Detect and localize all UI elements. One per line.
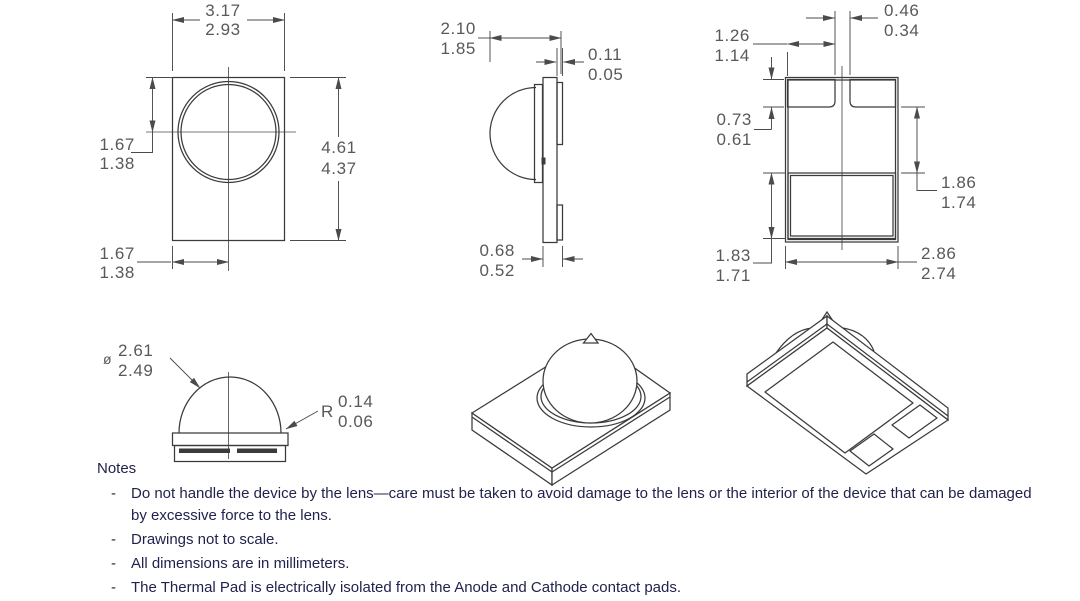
- dim-gap-lower: 0.34: [884, 21, 920, 40]
- note-text-handling: Do not handle the device by the lens—care must be taken to avoid damage to the lens or the interior of the device that can be damaged by excessive force to the lens.: [131, 485, 1032, 524]
- dim-body-width-lower: 2.74: [921, 264, 957, 283]
- cathode-pad: [788, 80, 836, 108]
- dim-substrate-upper: 0.68: [479, 241, 515, 260]
- dim-standoff-lower: 0.05: [588, 65, 624, 84]
- dim-pad-gap: [806, 1, 920, 75]
- dim-gap-upper: 0.46: [884, 1, 920, 20]
- dim-thermal-offset-lower: 1.74: [941, 193, 977, 212]
- note-bullet: -: [111, 579, 116, 597]
- dim-center-top-upper: 1.67: [99, 135, 135, 154]
- dim-height-upper: 4.61: [321, 138, 357, 157]
- bottom-pad-left-edge: [179, 449, 230, 454]
- bottom-view: [715, 1, 977, 285]
- front-view: [103, 341, 374, 462]
- diameter-symbol: ø: [103, 351, 112, 367]
- back-pad-upper: [557, 83, 563, 145]
- dim-top-height: [290, 78, 363, 241]
- dim-top-width-upper: 3.17: [205, 1, 241, 20]
- note-bullet: -: [111, 555, 116, 573]
- dim-pad-height-lower: 0.61: [716, 130, 752, 149]
- dim-top-width: [173, 1, 285, 71]
- note-bullet: -: [111, 530, 116, 548]
- lens-dome-front: [179, 377, 281, 433]
- dim-diameter-upper: 2.61: [118, 341, 154, 360]
- note-item: [97, 553, 1035, 574]
- body-notch: [542, 158, 546, 165]
- dim-pad-width-lower: 1.14: [714, 46, 750, 65]
- dim-pad-height-upper: 0.73: [716, 110, 752, 129]
- dim-radius-upper: 0.14: [338, 392, 374, 411]
- lens-gate-nub: [584, 334, 599, 344]
- lens-flange-front: [173, 433, 289, 446]
- lens-flange: [535, 85, 543, 183]
- dim-center-left-lower: 1.38: [99, 263, 135, 282]
- note-bullet: -: [111, 485, 116, 503]
- dim-body-width: [786, 244, 957, 283]
- iso-bottom-view: [747, 312, 948, 474]
- note-text-thermal-pad: The Thermal Pad is electrically isolated from the Anode and Cathode contact pads.: [131, 579, 682, 597]
- dim-center-top-lower: 1.38: [99, 154, 135, 173]
- dim-pad-width-upper: 1.26: [714, 26, 750, 45]
- back-pad-lower: [557, 205, 563, 240]
- dim-height-lower: 4.37: [321, 159, 357, 178]
- dim-substrate-lower: 0.52: [479, 261, 515, 280]
- dim-thermal-pad-height: [716, 173, 787, 285]
- dim-side-overall: [441, 19, 562, 74]
- dim-diameter-lower: 2.49: [118, 361, 154, 380]
- bottom-pad-right-edge: [237, 449, 277, 454]
- dim-standoff-upper: 0.11: [588, 45, 623, 64]
- top-view: [100, 1, 364, 282]
- dim-lens-center-from-left: [100, 244, 229, 282]
- side-view: [441, 19, 624, 280]
- radius-symbol: R: [321, 402, 334, 421]
- lens-dome-profile: [490, 88, 536, 180]
- dim-radius-lower: 0.06: [338, 412, 374, 431]
- notes-heading: Notes: [97, 460, 137, 477]
- note-item: [97, 529, 1035, 550]
- dim-lens-center-from-top: [100, 78, 173, 174]
- dim-substrate-thickness: [480, 241, 584, 280]
- anode-pad: [850, 80, 896, 108]
- notes-section: [97, 460, 1035, 601]
- note-text-units: All dimensions are in millimeters.: [131, 555, 350, 573]
- note-item: [97, 577, 1035, 598]
- dim-lens-edge-radius: [286, 392, 374, 431]
- dim-contact-pad-height: [717, 57, 785, 149]
- note-text-scale: Drawings not to scale.: [131, 530, 279, 548]
- dim-center-left-upper: 1.67: [99, 244, 135, 263]
- dim-thermal-height-lower: 1.71: [715, 266, 751, 285]
- dim-top-width-lower: 2.93: [205, 20, 241, 39]
- lens-dome-iso: [543, 339, 637, 423]
- dim-lens-diameter: [103, 341, 200, 388]
- dim-contact-pad-width: [715, 26, 836, 76]
- dim-overall-lower: 1.85: [440, 39, 476, 58]
- dim-overall-upper: 2.10: [440, 19, 476, 38]
- dim-body-width-upper: 2.86: [921, 244, 957, 263]
- dim-pad-standoff: [536, 45, 624, 84]
- dim-thermal-offset-upper: 1.86: [941, 173, 977, 192]
- note-item: [97, 483, 1035, 526]
- dim-thermal-pad-offset: [901, 107, 977, 212]
- dim-thermal-height-upper: 1.83: [715, 246, 751, 265]
